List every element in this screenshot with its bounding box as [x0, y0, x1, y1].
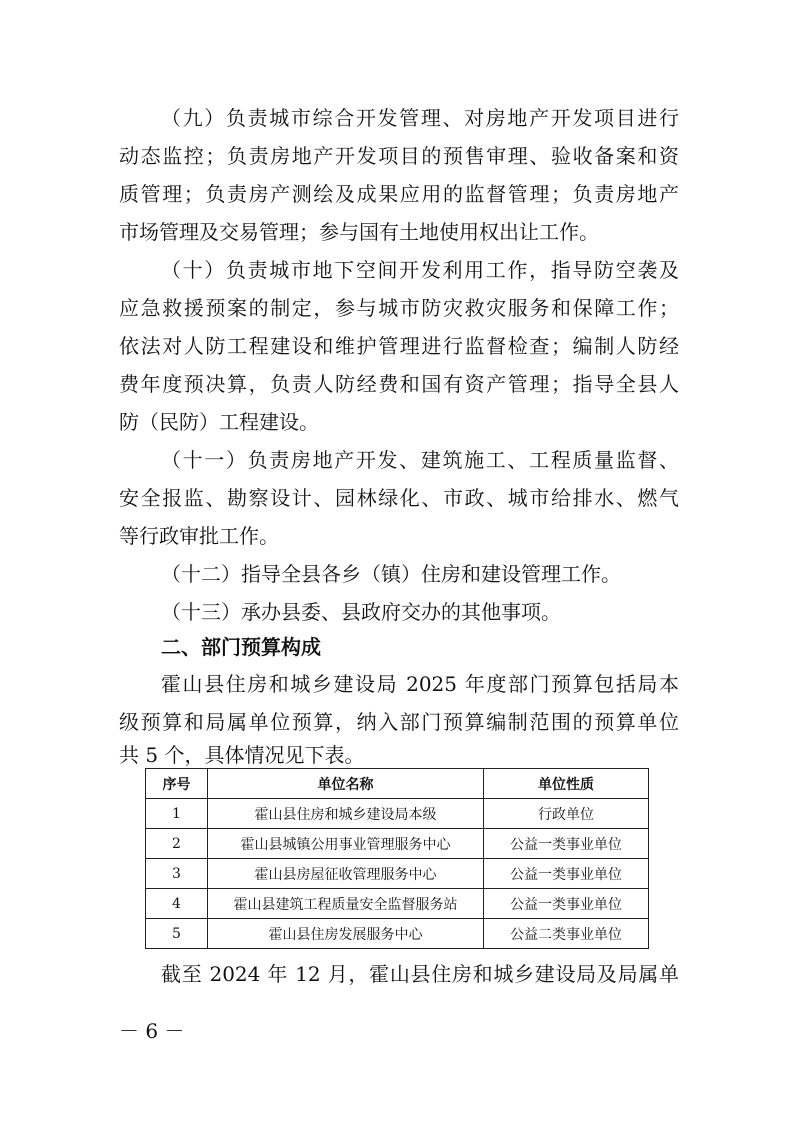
paragraph-12-line-1: （十二）指导全县各乡（镇）住房和建设管理工作。: [161, 562, 621, 586]
table-row: [146, 919, 649, 949]
paragraph-10-line-3: 依法对人防工程建设和维护管理进行监督检查；编制人防经: [119, 334, 679, 358]
cell-unit-name: 霍山县房屋征收管理服务中心: [208, 859, 484, 889]
after-table-line-1: 截至 2024 年 12 月，霍山县住房和城乡建设局及局属单: [161, 962, 679, 986]
table-row: [146, 829, 649, 859]
table-row: [146, 889, 649, 919]
budget-units-table: [145, 768, 649, 949]
paragraph-9-line-3: 质管理；负责房产测绘及成果应用的监督管理；负责房地产: [119, 182, 679, 206]
cell-unit-type: 公益一类事业单位: [484, 829, 649, 859]
paragraph-9-line-2: 动态监控；负责房地产开发项目的预售审理、验收备案和资: [119, 144, 679, 168]
cell-index: 1: [146, 799, 208, 829]
intro-line-3: 共 5 个，具体情况见下表。: [119, 743, 365, 767]
table-row: [146, 859, 649, 889]
paragraph-11-line-1: （十一）负责房地产开发、建筑施工、工程质量监督、: [161, 448, 679, 472]
page-number: － 6 －: [119, 1019, 185, 1043]
cell-unit-name: 霍山县城镇公用事业管理服务中心: [208, 829, 484, 859]
cell-index: 5: [146, 919, 208, 949]
cell-unit-name: 霍山县住房发展服务中心: [208, 919, 484, 949]
header-index: 序号: [146, 769, 208, 799]
cell-unit-type: 公益一类事业单位: [484, 859, 649, 889]
paragraph-10-line-4: 费年度预决算，负责人防经费和国有资产管理；指导全县人: [119, 372, 679, 396]
cell-index: 3: [146, 859, 208, 889]
cell-index: 4: [146, 889, 208, 919]
section-heading: 二、部门预算构成: [161, 635, 321, 659]
paragraph-11-line-3: 等行政审批工作。: [119, 524, 279, 548]
intro-line-2: 级预算和局属单位预算，纳入部门预算编制范围的预算单位: [119, 710, 679, 734]
cell-unit-name: 霍山县住房和城乡建设局本级: [208, 799, 484, 829]
header-unit-type: 单位性质: [484, 769, 649, 799]
paragraph-9-line-4: 市场管理及交易管理；参与国有土地使用权出让工作。: [119, 220, 599, 244]
cell-index: 2: [146, 829, 208, 859]
cell-unit-name: 霍山县建筑工程质量安全监督服务站: [208, 889, 484, 919]
cell-unit-type: 公益二类事业单位: [484, 919, 649, 949]
paragraph-11-line-2: 安全报监、勘察设计、园林绿化、市政、城市给排水、燃气: [119, 486, 679, 510]
paragraph-10-line-2: 应急救援预案的制定，参与城市防灾救灾服务和保障工作；: [119, 296, 679, 320]
intro-line-1: 霍山县住房和城乡建设局 2025 年度部门预算包括局本: [161, 672, 679, 696]
table-header-row: [146, 769, 649, 799]
cell-unit-type: 行政单位: [484, 799, 649, 829]
cell-unit-type: 公益一类事业单位: [484, 889, 649, 919]
paragraph-10-line-5: 防（民防）工程建设。: [119, 410, 319, 434]
paragraph-9-line-1: （九）负责城市综合开发管理、对房地产开发项目进行: [161, 106, 679, 130]
header-unit-name: 单位名称: [208, 769, 484, 799]
paragraph-13-line-1: （十三）承办县委、县政府交办的其他事项。: [161, 600, 561, 624]
paragraph-10-line-1: （十）负责城市地下空间开发利用工作，指导防空袭及: [161, 258, 679, 282]
table-row: [146, 799, 649, 829]
